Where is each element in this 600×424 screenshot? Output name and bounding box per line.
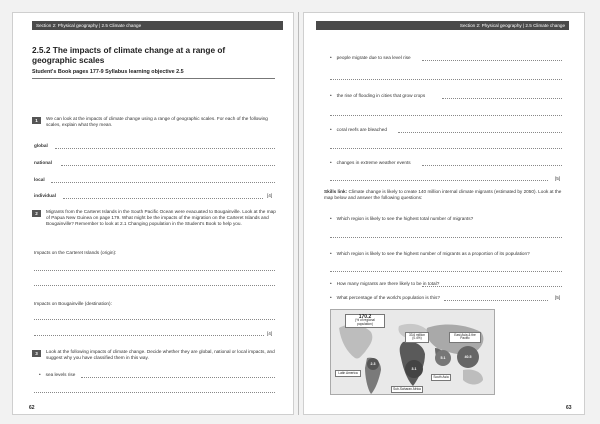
answer-line[interactable] xyxy=(330,115,562,116)
north-america-shape xyxy=(339,325,372,359)
impact-bougainville-label: Impacts on Bougainville (destination): xyxy=(34,301,112,306)
answer-line[interactable] xyxy=(442,98,562,99)
map-callout: 33.6 million (0.4%) xyxy=(405,332,429,343)
answer-line[interactable] xyxy=(34,285,275,286)
impact-bullet: • people migrate due to sea level rise xyxy=(330,55,411,60)
map-callout: South Asia xyxy=(431,374,451,381)
skills-link xyxy=(324,189,564,201)
book-spine xyxy=(298,12,299,415)
migrant-bubble: 40.5 xyxy=(457,346,479,368)
answer-line[interactable] xyxy=(330,148,562,149)
map-question-1: • Which region is likely to see the highest total number of migrants? xyxy=(330,216,473,221)
answer-line[interactable] xyxy=(61,165,275,166)
oceania-shape xyxy=(463,369,483,384)
answer-line[interactable] xyxy=(55,148,275,149)
map-question-4: • What percentage of the world's population is this? xyxy=(330,295,440,300)
bullets-marks: [5] xyxy=(555,176,561,181)
answer-line[interactable] xyxy=(422,60,562,61)
question-1-text: We can look at the impacts of climate change using a range of geographic scales. For each of the following scales, explain what they mean. xyxy=(46,116,268,128)
answer-line[interactable] xyxy=(444,300,548,301)
map-total-callout xyxy=(345,314,385,328)
question-2-text: Migrants from the Carteret Islands in the South Pacific Ocean were evacuated to Bougainville. Look at the map of Papua New Guinea on page 179. What might be the impacts of the migration on the Carteret Islands and Bougainville? Remember to look at 2.1 Changing population in the Student's Book to help you. xyxy=(46,209,276,227)
subtitle-rule xyxy=(32,78,275,79)
answer-line[interactable] xyxy=(330,271,562,272)
question-3-number: 3 xyxy=(32,350,41,357)
impact-bullet-sea-levels: • sea levels rise xyxy=(39,372,75,377)
impact-carteret-label: Impacts on the Carteret Islands (origin): xyxy=(34,250,117,255)
impact-bullet: • the rise of flooding in cities that grow crops xyxy=(330,93,425,98)
scale-individual-label: individual xyxy=(34,193,56,198)
question-2-marks: [4] xyxy=(267,331,273,336)
answer-line[interactable] xyxy=(422,286,562,287)
right-page-number: 63 xyxy=(566,405,572,411)
left-page-number: 62 xyxy=(29,405,35,411)
question-1-number: 1 xyxy=(32,117,41,124)
right-page-header: Section 2: Physical geography | 2.5 Climate change xyxy=(316,21,569,30)
skills-link-label: Skills link: xyxy=(324,189,348,194)
answer-line[interactable] xyxy=(34,335,264,336)
map-question-3: • How many migrants are there likely to be in total? xyxy=(330,281,439,286)
left-page xyxy=(12,12,294,415)
question-3-text: Look at the following impacts of climate change. Decide whether they are global, national or local impacts, and suggest why you have classified them in this way. xyxy=(46,349,275,361)
question-1-marks: [4] xyxy=(267,193,273,198)
answer-line[interactable] xyxy=(51,182,275,183)
migrant-bubble: 2.3 xyxy=(367,358,379,370)
map-callout: East Asia & the Pacific xyxy=(449,332,481,343)
scale-national-label: national xyxy=(34,160,52,165)
migrant-bubble: 5.1 xyxy=(435,350,451,366)
map-question-2: • Which region is likely to see the highest number of migrants as a proportion of its population? xyxy=(330,251,530,256)
answer-line[interactable] xyxy=(63,198,263,199)
right-page xyxy=(303,12,585,415)
answer-line[interactable] xyxy=(330,180,548,181)
answer-line[interactable] xyxy=(330,237,562,238)
section-subtitle: Student's Book pages 177-9 Syllabus learning objective 2.5 xyxy=(32,69,184,75)
climate-migrants-map xyxy=(330,309,495,395)
answer-line[interactable] xyxy=(330,79,562,80)
map-callout: Sub-Saharan Africa xyxy=(391,386,423,393)
map-total-label: (% of regional population) xyxy=(355,318,375,327)
map-questions-marks: [5] xyxy=(555,295,561,300)
question-2-number: 2 xyxy=(32,210,41,217)
section-title: 2.5.2 The impacts of climate change at a range of geographic scales xyxy=(32,45,226,65)
map-callout: Latin America xyxy=(335,370,361,377)
scale-global-label: global xyxy=(34,143,48,148)
impact-bullet: • coral reefs are bleached xyxy=(330,127,387,132)
scale-local-label: local xyxy=(34,177,45,182)
left-page-header: Section 2: Physical geography | 2.5 Climate change xyxy=(32,21,283,30)
impact-bullet: • changes in extreme weather events xyxy=(330,160,411,165)
migrant-bubble: 3.1 xyxy=(405,360,423,378)
answer-line[interactable] xyxy=(422,165,562,166)
map-total-value: 170.2 xyxy=(358,313,372,320)
answer-line[interactable] xyxy=(34,270,275,271)
answer-line[interactable] xyxy=(81,377,275,378)
answer-line[interactable] xyxy=(34,319,275,320)
answer-line[interactable] xyxy=(398,132,562,133)
skills-link-text: Climate change is likely to create 140 million internal climate migrants (estimated by 2050). Look at the map below and answer the following questions: xyxy=(324,189,562,201)
answer-line[interactable] xyxy=(34,392,275,393)
